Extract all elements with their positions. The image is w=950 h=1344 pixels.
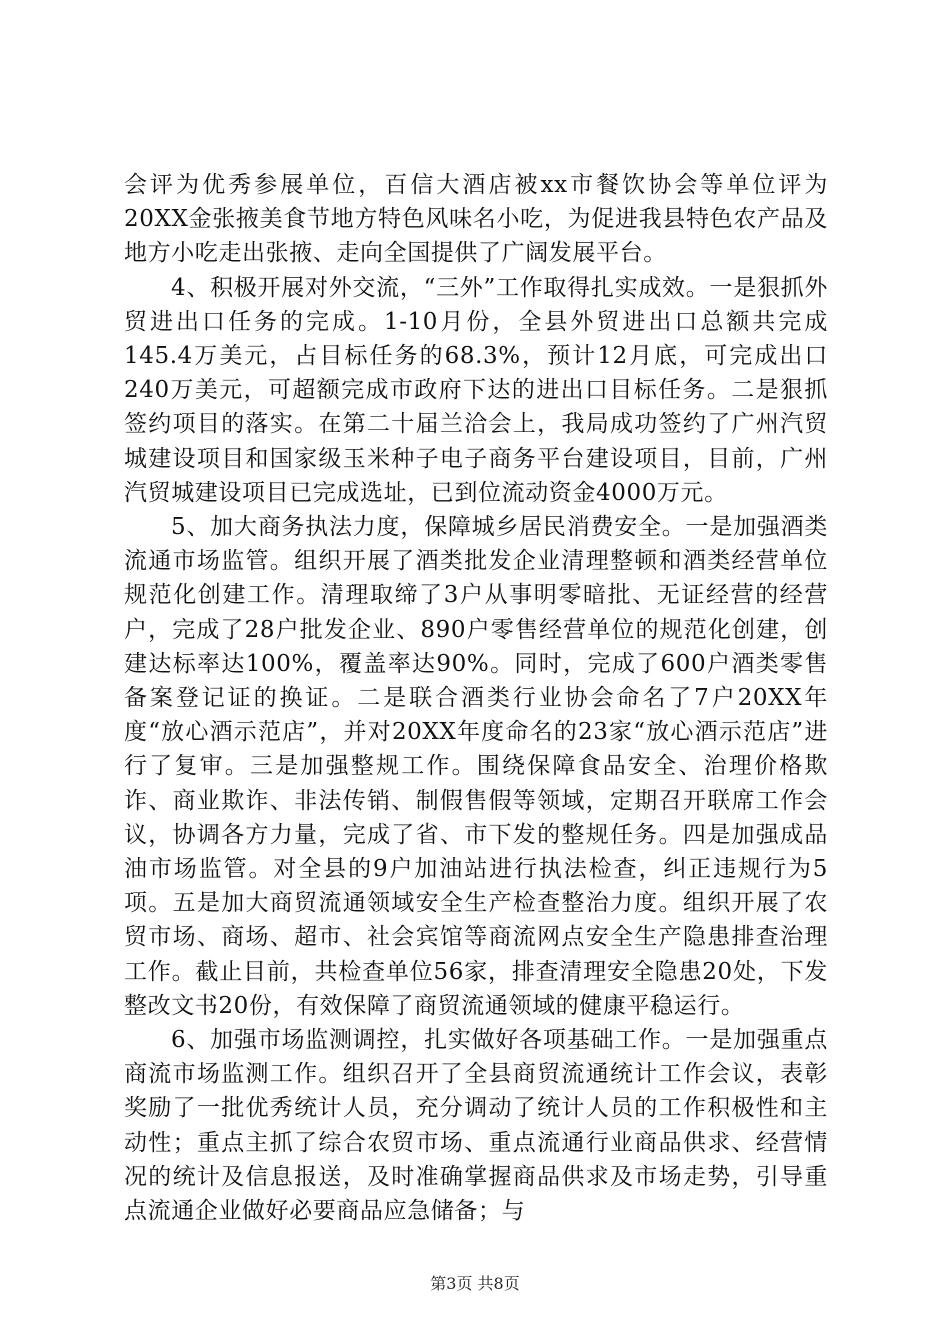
- paragraph-continuation: 会评为优秀参展单位，百信大酒店被xx市餐饮协会等单位评为20XX金张掖美食节地方特色风味名小吃，为促进我县特色农产品及地方小吃走出张掖、走向全国提供了广阔发展平台。: [124, 172, 828, 267]
- paragraph-foreign-exchange: 4、积极开展对外交流，“三外”工作取得扎实成效。一是狠抓外贸进出口任务的完成。1-10月份，全县外贸进出口总额共完成145.4万美元，占目标任务的68.3%，预计12月底，可完成出口240万美元，可超额完成市政府下达的进出口目标任务。二是狠抓签约项目的落实。在第二十届兰洽会上，我局成功签约了广州汽贸城建设项目和国家级玉米种子电子商务平台建设项目，目前，广州汽贸城建设项目已完成选址，已到位流动资金4000万元。: [124, 274, 828, 506]
- document-body: [124, 168, 828, 1228]
- paragraph-law-enforcement: 5、加大商务执法力度，保障城乡居民消费安全。一是加强酒类流通市场监管。组织开展了酒类批发企业清理整顿和酒类经营单位规范化创建工作。清理取缔了3户从事明零暗批、无证经营的经营户，完成了28户批发企业、890户零售经营单位的规范化创建，创建达标率达100%，覆盖率达90%。同时，完成了600户酒类零售备案登记证的换证。二是联合酒类行业协会命名了7户20XX年度“放心酒示范店”，并对20XX年度命名的23家“放心酒示范店”进行了复审。三是加强整规工作。围绕保障食品安全、治理价格欺诈、商业欺诈、非法传销、制假售假等领域，定期召开联席工作会议，协调各方力量，完成了省、市下发的整规任务。四是加强成品油市场监管。对全县的9户加油站进行执法检查，纠正违规行为5项。五是加大商贸流通领域安全生产检查整治力度。组织开展了农贸市场、商场、超市、社会宾馆等商流网点安全生产隐患排查治理工作。截止目前，共检查单位56家，排查清理安全隐患20处，下发整改文书20份，有效保障了商贸流通领域的健康平稳运行。: [124, 514, 828, 1019]
- page-number: 第3页 共8页: [430, 1274, 520, 1293]
- paragraph-market-monitoring: 6、加强市场监测调控，扎实做好各项基础工作。一是加强重点商流市场监测工作。组织召开了全县商贸流通统计工作会议，表彰奖励了一批优秀统计人员，充分调动了统计人员的工作积极性和主动性；重点主抓了综合农贸市场、重点流通行业商品供求、经营情况的统计及信息报送，及时准确掌握商品供求及市场走势，引导重点流通企业做好必要商品应急储备；与: [124, 1027, 828, 1225]
